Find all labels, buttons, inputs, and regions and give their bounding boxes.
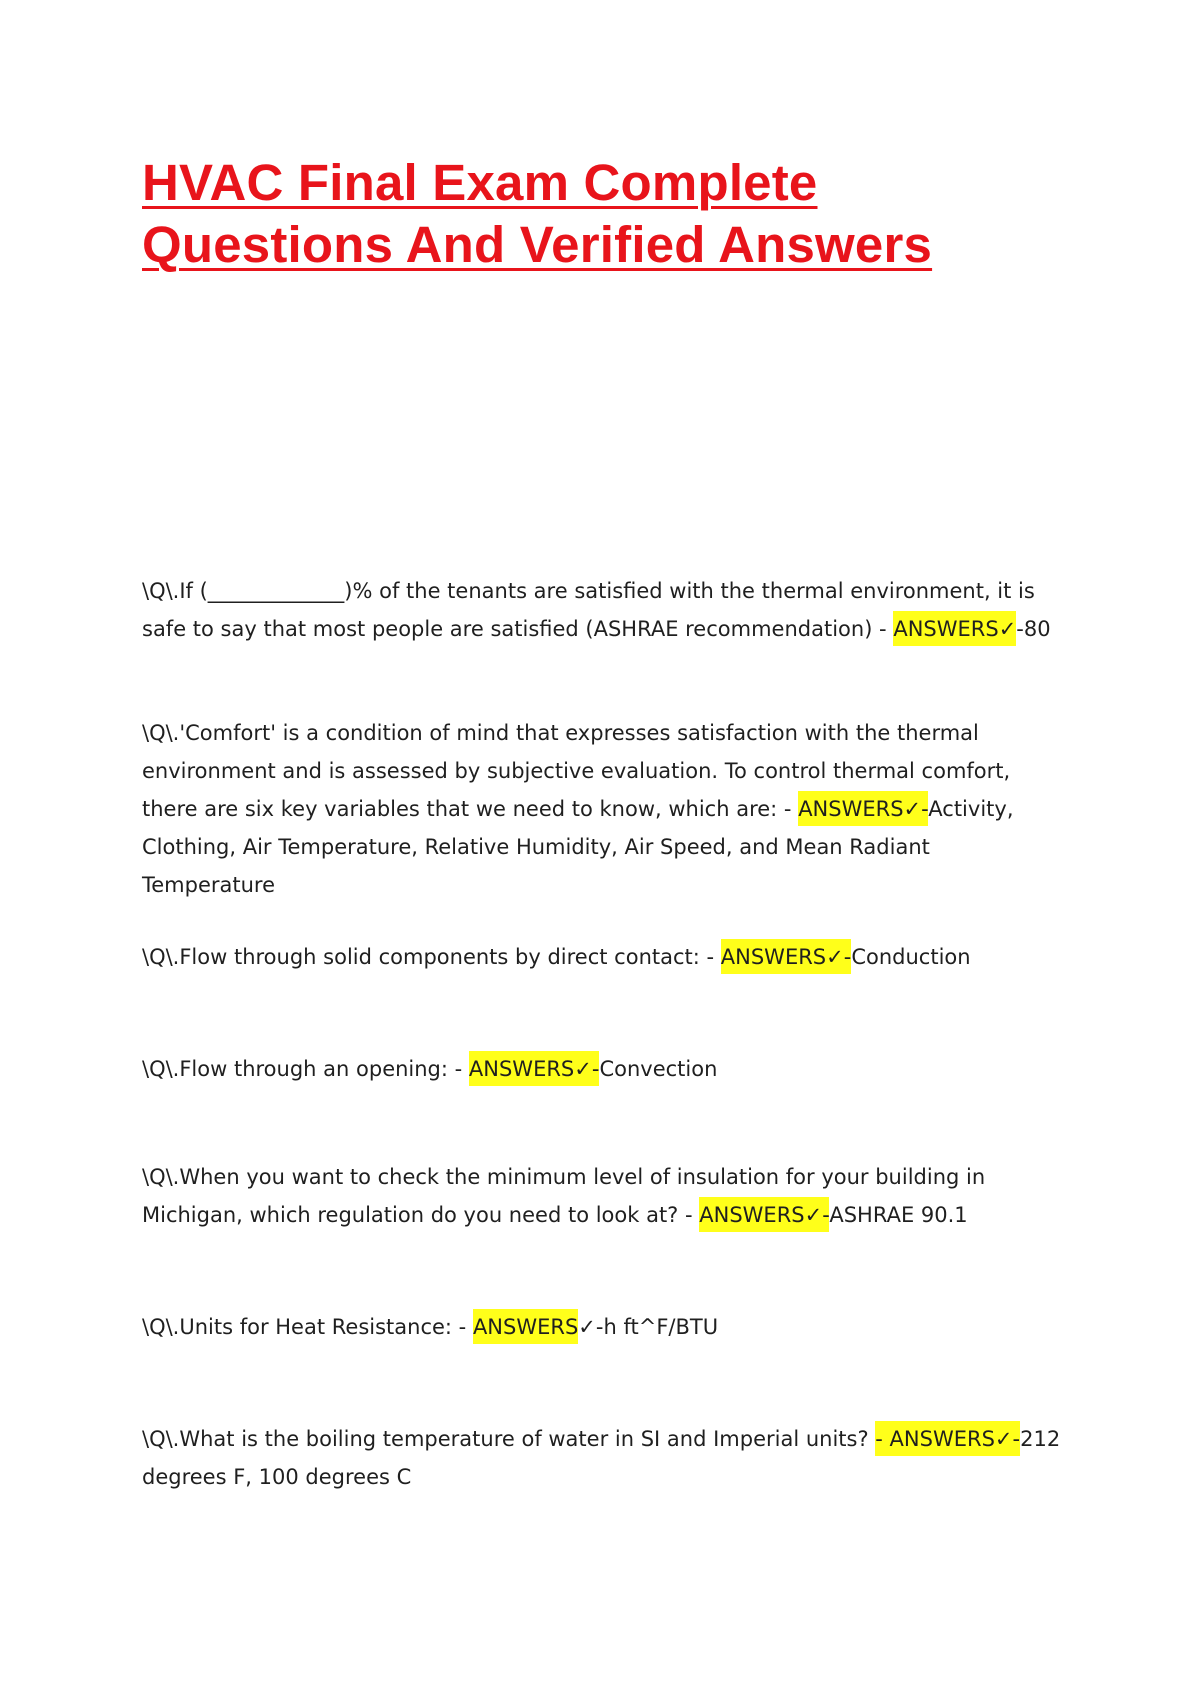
qa-item	[142, 714, 1062, 904]
qa-item	[142, 938, 1062, 976]
answer-highlight	[798, 791, 928, 826]
answer-highlight	[875, 1421, 1020, 1456]
answers-label: ANSWERS	[893, 617, 999, 641]
question-text: \Q\.'Comfort' is a condition of mind that expresses satisfaction with the thermal environment and is assessed by subjective evaluation. To control thermal comfort, there are six key variables that we need to know, which are: -	[142, 721, 1011, 821]
question-text: \Q\.Flow through solid components by direct contact: -	[142, 945, 721, 969]
question-text: \Q\.When you want to check the minimum level of insulation for your building in Michigan, which regulation do you need to look at? -	[142, 1165, 986, 1227]
answer-highlight	[469, 1051, 600, 1086]
question-text: \Q\.What is the boiling temperature of water in SI and Imperial units?	[142, 1427, 876, 1451]
answer-dash: -	[822, 1203, 830, 1227]
answers-label: ANSWERS	[699, 1203, 805, 1227]
answers-label: ANSWERS	[472, 1315, 579, 1339]
answer-text: ASHRAE 90.1	[829, 1203, 968, 1227]
answer-dash: -	[1012, 1427, 1021, 1451]
answer-dash: -	[843, 945, 852, 969]
check-icon: ✓	[578, 1315, 596, 1339]
answer-text: Convection	[599, 1057, 718, 1081]
question-text: \Q\.If (_____________)% of the tenants are satisfied with the thermal environment, it is safe to say that most people are satisfied (ASHRAE recommendation) -	[142, 579, 1035, 641]
question-text: \Q\.Flow through an opening: -	[142, 1057, 469, 1081]
answers-label: ANSWERS	[468, 1057, 575, 1081]
answers-label: - ANSWERS	[875, 1427, 995, 1451]
answer-dash: -	[921, 797, 929, 821]
qa-item	[142, 1420, 1062, 1496]
check-icon: ✓	[903, 797, 922, 821]
answer-text: 212 degrees F, 100 degrees C	[142, 1427, 1061, 1489]
qa-item	[142, 1158, 1062, 1234]
answer-text: -80	[1016, 617, 1051, 641]
document-title: HVAC Final Exam Complete Questions And Verified Answers	[142, 154, 933, 273]
answer-text: Activity, Clothing, Air Temperature, Relative Humidity, Air Speed, and Mean Radiant Temperature	[142, 797, 1014, 897]
question-text: \Q\.Units for Heat Resistance: -	[142, 1315, 473, 1339]
answers-label: ANSWERS	[720, 945, 827, 969]
qa-item	[142, 1308, 1062, 1346]
check-icon: ✓	[998, 617, 1017, 641]
qa-item	[142, 1050, 1062, 1088]
answer-text: -h ft^F/BTU	[595, 1315, 719, 1339]
check-icon: ✓	[574, 1057, 592, 1081]
check-icon: ✓	[994, 1427, 1013, 1451]
answer-highlight	[893, 611, 1016, 646]
check-icon: ✓	[804, 1203, 823, 1227]
answer-highlight	[721, 939, 852, 974]
qa-item	[142, 572, 1062, 648]
answer-highlight	[699, 1197, 829, 1232]
answer-text: Conduction	[851, 945, 971, 969]
answer-dash: -	[591, 1057, 600, 1081]
answer-highlight	[473, 1309, 578, 1344]
answers-label: ANSWERS	[798, 797, 904, 821]
check-icon: ✓	[826, 945, 844, 969]
